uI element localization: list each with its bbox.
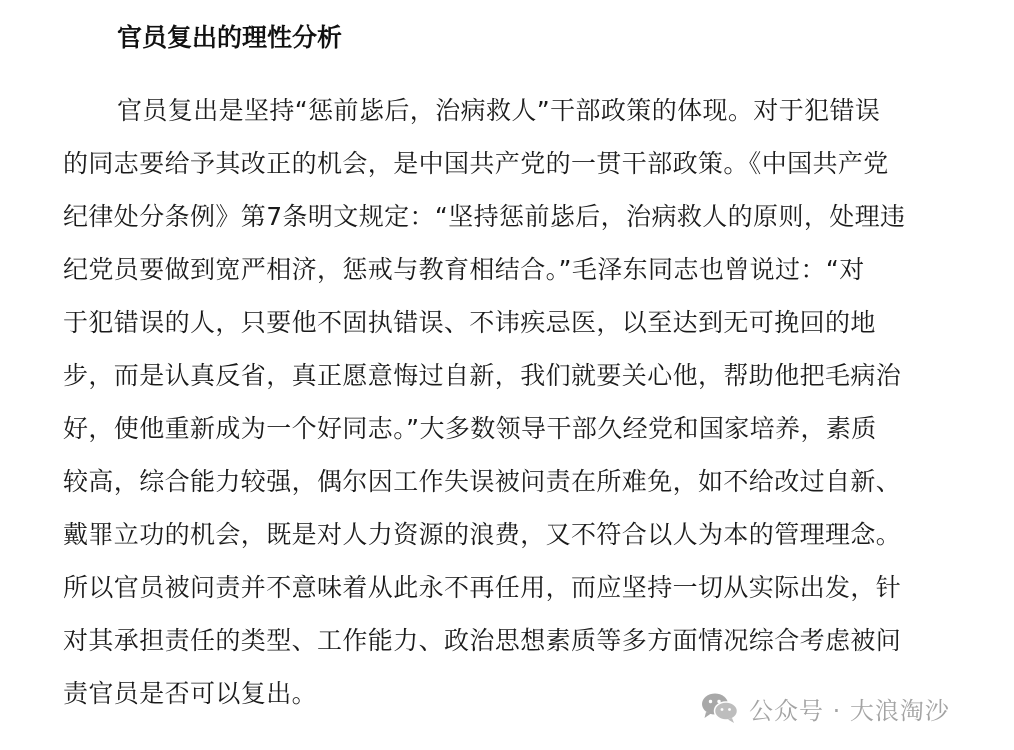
paragraph-line: 的同志要给予其改正的机会，是中国共产党的一贯干部政策。《中国共产党 xyxy=(63,149,889,178)
paragraph-line: 步，而是认真反省，真正愿意悔过自新，我们就要关心他，帮助他把毛病治 xyxy=(63,361,902,390)
paragraph-line: 官员复出是坚持“惩前毖后，治病救人”干部政策的体现。对于犯错误 xyxy=(117,96,881,125)
paragraph-line: 所以官员被问责并不意味着从此永不再任用，而应坚持一切从实际出发，针 xyxy=(63,573,902,602)
paragraph-line: 纪律处分条例》第7条明文规定：“坚持惩前毖后，治病救人的原则，处理违 xyxy=(63,202,906,231)
paragraph-line: 好，使他重新成为一个好同志。”大多数领导干部久经党和国家培养，素质 xyxy=(63,414,877,443)
watermark-text: 公众号 · 大浪淘沙 xyxy=(749,696,950,725)
paragraph-line: 较高，综合能力较强，偶尔因工作失误被问责在所难免，如不给改过自新、 xyxy=(63,467,902,496)
paragraph-line: 责官员是否可以复出。 xyxy=(63,679,318,708)
paragraph-line: 纪党员要做到宽严相济，惩戒与教育相结合。”毛泽东同志也曾说过：“对 xyxy=(63,255,865,284)
paragraph-line: 戴罪立功的机会，既是对人力资源的浪费，又不符合以人为本的管理理念。 xyxy=(63,520,902,549)
section-heading: 官员复出的理性分析 xyxy=(117,23,343,52)
paragraph-line: 于犯错误的人，只要他不固执错误、不讳疾忌医，以至达到无可挽回的地 xyxy=(63,308,876,337)
watermark xyxy=(700,688,950,728)
wechat-icon xyxy=(700,691,740,725)
paragraph-line: 对其承担责任的类型、工作能力、政治思想素质等多方面情况综合考虑被问 xyxy=(63,626,902,655)
